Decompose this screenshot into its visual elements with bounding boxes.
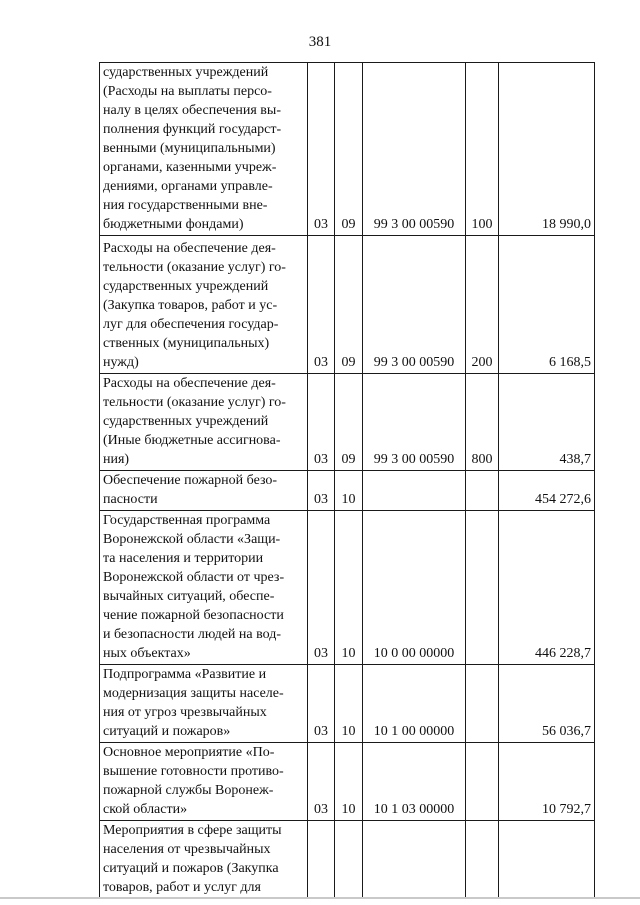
expense-name-cell: Расходы на обеспечение дея- тельности (оказание услуг) го- сударственных учреждений (Закупка товаров, работ и ус- луг для обеспечения государ- ственных (муниципальных) нужд) bbox=[100, 236, 308, 374]
amount-cell: 18 990,0 bbox=[499, 63, 595, 236]
subsection-code-cell: 09 bbox=[335, 236, 363, 374]
expense-type-cell: 200 bbox=[466, 236, 499, 374]
subsection-code-cell: 10 bbox=[335, 511, 363, 665]
table-row bbox=[100, 743, 595, 821]
subsection-code-cell bbox=[335, 821, 363, 899]
table-row bbox=[100, 511, 595, 665]
expense-name-cell: Основное мероприятие «По- вышение готовности противо- пожарной службы Воронеж- ской области» bbox=[100, 743, 308, 821]
expense-type-cell: 800 bbox=[466, 374, 499, 471]
target-article-cell: 99 3 00 00590 bbox=[363, 374, 466, 471]
subsection-code-cell: 10 bbox=[335, 665, 363, 743]
table-row bbox=[100, 471, 595, 511]
expense-name-cell: сударственных учреждений (Расходы на выплаты персо- налу в целях обеспечения вы- полнения функций государст- венными (муниципальными) органами, казенными учреж- дениями, органами управле- ния государственными вне- бюджетными фондами) bbox=[100, 63, 308, 236]
target-article-cell bbox=[363, 821, 466, 899]
expense-type-cell bbox=[466, 821, 499, 899]
subsection-code-cell: 10 bbox=[335, 471, 363, 511]
amount-cell: 10 792,7 bbox=[499, 743, 595, 821]
target-article-cell: 10 1 03 00000 bbox=[363, 743, 466, 821]
table-row bbox=[100, 374, 595, 471]
target-article-cell: 10 0 00 00000 bbox=[363, 511, 466, 665]
table-row bbox=[100, 665, 595, 743]
subsection-code-cell: 10 bbox=[335, 743, 363, 821]
section-code-cell: 03 bbox=[308, 236, 335, 374]
subsection-code-cell: 09 bbox=[335, 374, 363, 471]
table-row bbox=[100, 821, 595, 899]
table-row bbox=[100, 236, 595, 374]
amount-cell: 446 228,7 bbox=[499, 511, 595, 665]
section-code-cell: 03 bbox=[308, 665, 335, 743]
table-row bbox=[100, 63, 595, 236]
section-code-cell: 03 bbox=[308, 374, 335, 471]
page-number: 381 bbox=[308, 34, 332, 50]
expense-type-cell: 100 bbox=[466, 63, 499, 236]
section-code-cell bbox=[308, 821, 335, 899]
target-article-cell: 10 1 00 00000 bbox=[363, 665, 466, 743]
expense-type-cell bbox=[466, 511, 499, 665]
section-code-cell: 03 bbox=[308, 743, 335, 821]
expense-type-cell bbox=[466, 743, 499, 821]
section-code-cell: 03 bbox=[308, 511, 335, 665]
expense-type-cell bbox=[466, 665, 499, 743]
section-code-cell: 03 bbox=[308, 471, 335, 511]
amount-cell: 438,7 bbox=[499, 374, 595, 471]
section-code-cell: 03 bbox=[308, 63, 335, 236]
expense-name-cell: Мероприятия в сфере защиты населения от чрезвычайных ситуаций и пожаров (Закупка товаров, работ и услуг для bbox=[100, 821, 308, 899]
amount-cell bbox=[499, 821, 595, 899]
target-article-cell bbox=[363, 471, 466, 511]
amount-cell: 56 036,7 bbox=[499, 665, 595, 743]
subsection-code-cell: 09 bbox=[335, 63, 363, 236]
target-article-cell: 99 3 00 00590 bbox=[363, 63, 466, 236]
budget-table bbox=[99, 62, 595, 899]
amount-cell: 6 168,5 bbox=[499, 236, 595, 374]
expense-name-cell: Обеспечение пожарной безо- пасности bbox=[100, 471, 308, 511]
target-article-cell: 99 3 00 00590 bbox=[363, 236, 466, 374]
amount-cell: 454 272,6 bbox=[499, 471, 595, 511]
expense-name-cell: Государственная программа Воронежской области «Защи- та населения и территории Воронежской области от чрез- вычайных ситуаций, обеспе- чение пожарной безопасности и безопасности людей на вод- ных объектах» bbox=[100, 511, 308, 665]
expense-type-cell bbox=[466, 471, 499, 511]
expense-name-cell: Подпрограмма «Развитие и модернизация защиты населе- ния от угроз чрезвычайных ситуаций и пожаров» bbox=[100, 665, 308, 743]
scan-edge-line bbox=[0, 897, 640, 899]
expense-name-cell: Расходы на обеспечение дея- тельности (оказание услуг) го- сударственных учреждений (Иные бюджетные ассигнова- ния) bbox=[100, 374, 308, 471]
